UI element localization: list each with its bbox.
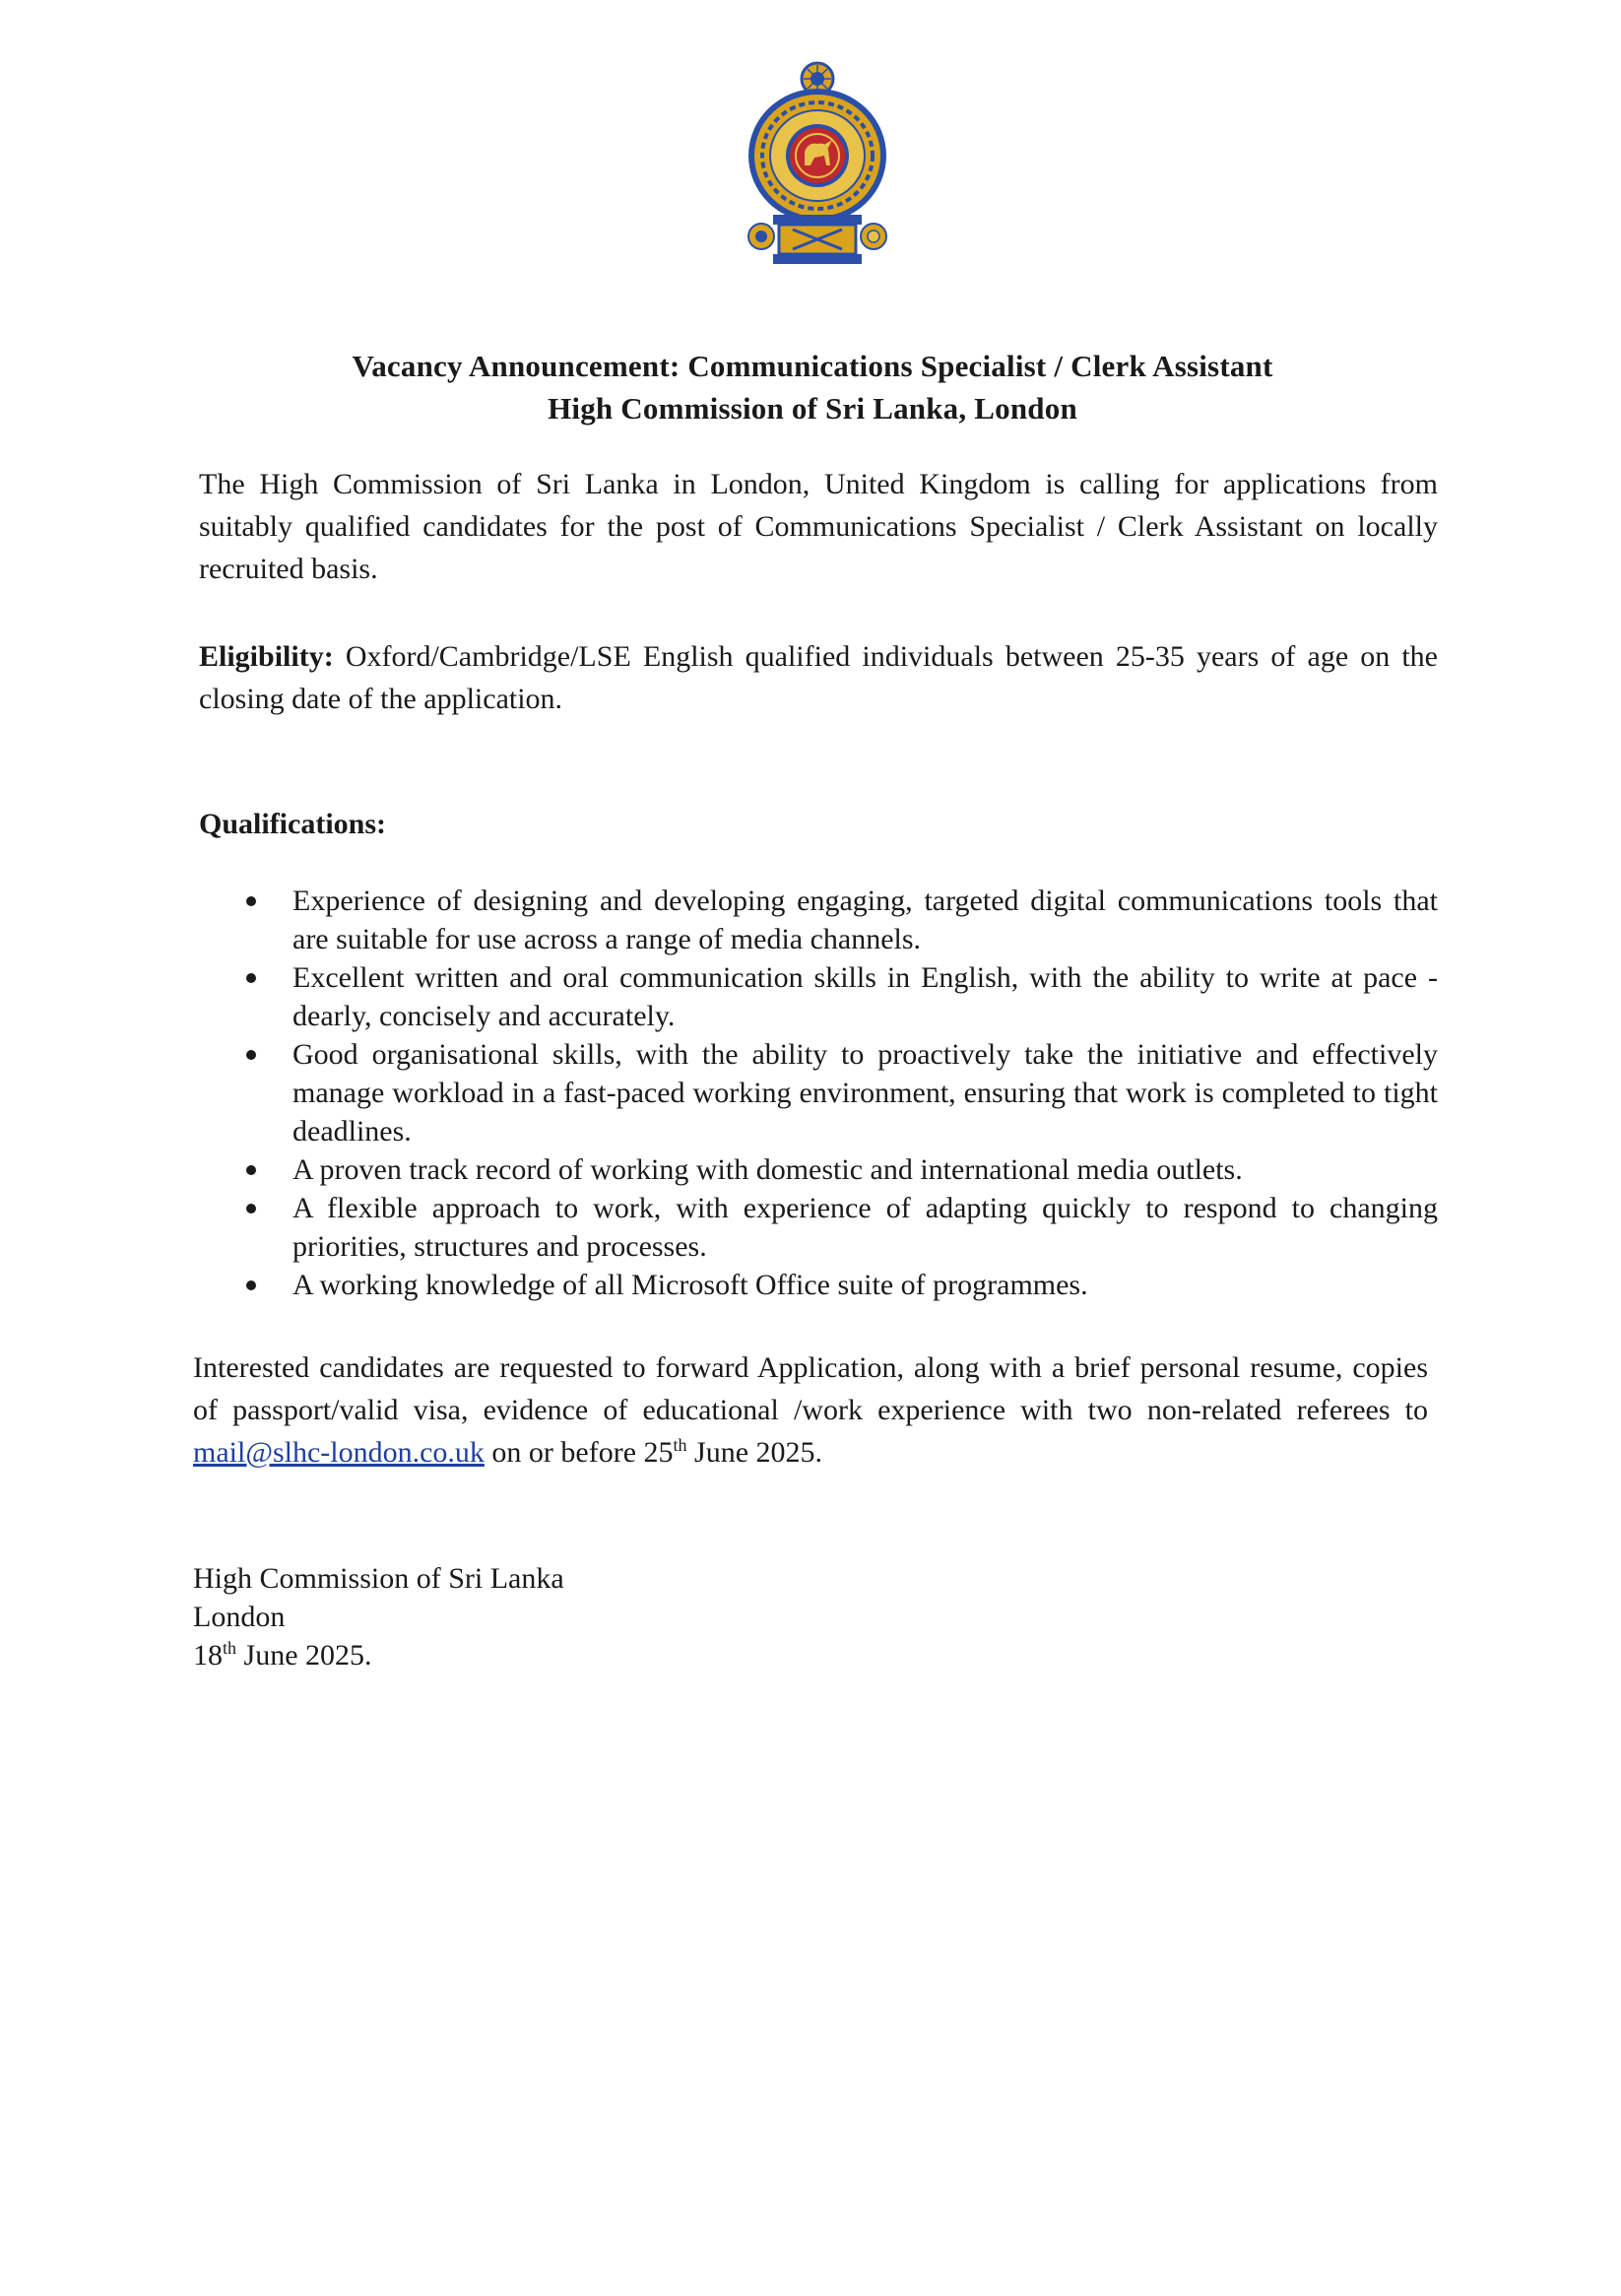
- list-item: Excellent written and oral communication skills in English, with the ability to write at pace - dearly, concisely and accurately.: [246, 958, 1438, 1035]
- signature-organisation: High Commission of Sri Lanka: [193, 1562, 564, 1595]
- announcement-subtitle: High Commission of Sri Lanka, London: [548, 391, 1077, 426]
- list-item: A flexible approach to work, with experience of adapting quickly to respond to changing priorities, structures and processes.: [246, 1189, 1438, 1266]
- sri-lanka-national-emblem-icon: [744, 57, 891, 274]
- signature-city: London: [193, 1601, 286, 1633]
- bullet-icon: [246, 1204, 256, 1214]
- application-paragraph: Interested candidates are requested to forward Application, along with a brief personal resume, copies of passport/valid visa, evidence of educational /work experience with two non-related referees to mail@slhc-london.co.uk on or before 25th June 2025.: [193, 1351, 1428, 1469]
- qualifications-list: [246, 882, 1438, 1304]
- email-link[interactable]: mail@slhc-london.co.uk: [193, 1436, 485, 1469]
- signature-block: [193, 1559, 564, 1674]
- bullet-icon: [246, 1050, 256, 1060]
- bullet-icon: [246, 973, 256, 983]
- list-item: Good organisational skills, with the ability to proactively take the initiative and effectively manage workload in a fast-paced working environment, ensuring that work is completed to tight deadlines.: [246, 1035, 1438, 1150]
- bullet-icon: [246, 896, 256, 906]
- intro-paragraph: The High Commission of Sri Lanka in London, United Kingdom is calling for applications from suitably qualified candidates for the post of Communications Specialist / Clerk Assistant on locally recruited basis.: [199, 468, 1438, 585]
- signature-date: 18th June 2025.: [193, 1638, 372, 1672]
- eligibility-paragraph: [199, 635, 1438, 720]
- bullet-icon: [246, 1280, 256, 1290]
- qualifications-heading: Qualifications:: [199, 808, 387, 840]
- list-item: A working knowledge of all Microsoft Office suite of programmes.: [246, 1266, 1438, 1304]
- announcement-title: Vacancy Announcement: Communications Specialist / Clerk Assistant: [352, 349, 1273, 383]
- eligibility-text: Oxford/Cambridge/LSE English qualified individuals between 25-35 years of age on the closing date of the application.: [199, 640, 1439, 715]
- list-item: A proven track record of working with domestic and international media outlets.: [246, 1150, 1438, 1189]
- eligibility-label: Eligibility:: [199, 640, 334, 673]
- bullet-icon: [246, 1165, 256, 1175]
- list-item: Experience of designing and developing engaging, targeted digital communications tools that are suitable for use across a range of media channels.: [246, 882, 1438, 958]
